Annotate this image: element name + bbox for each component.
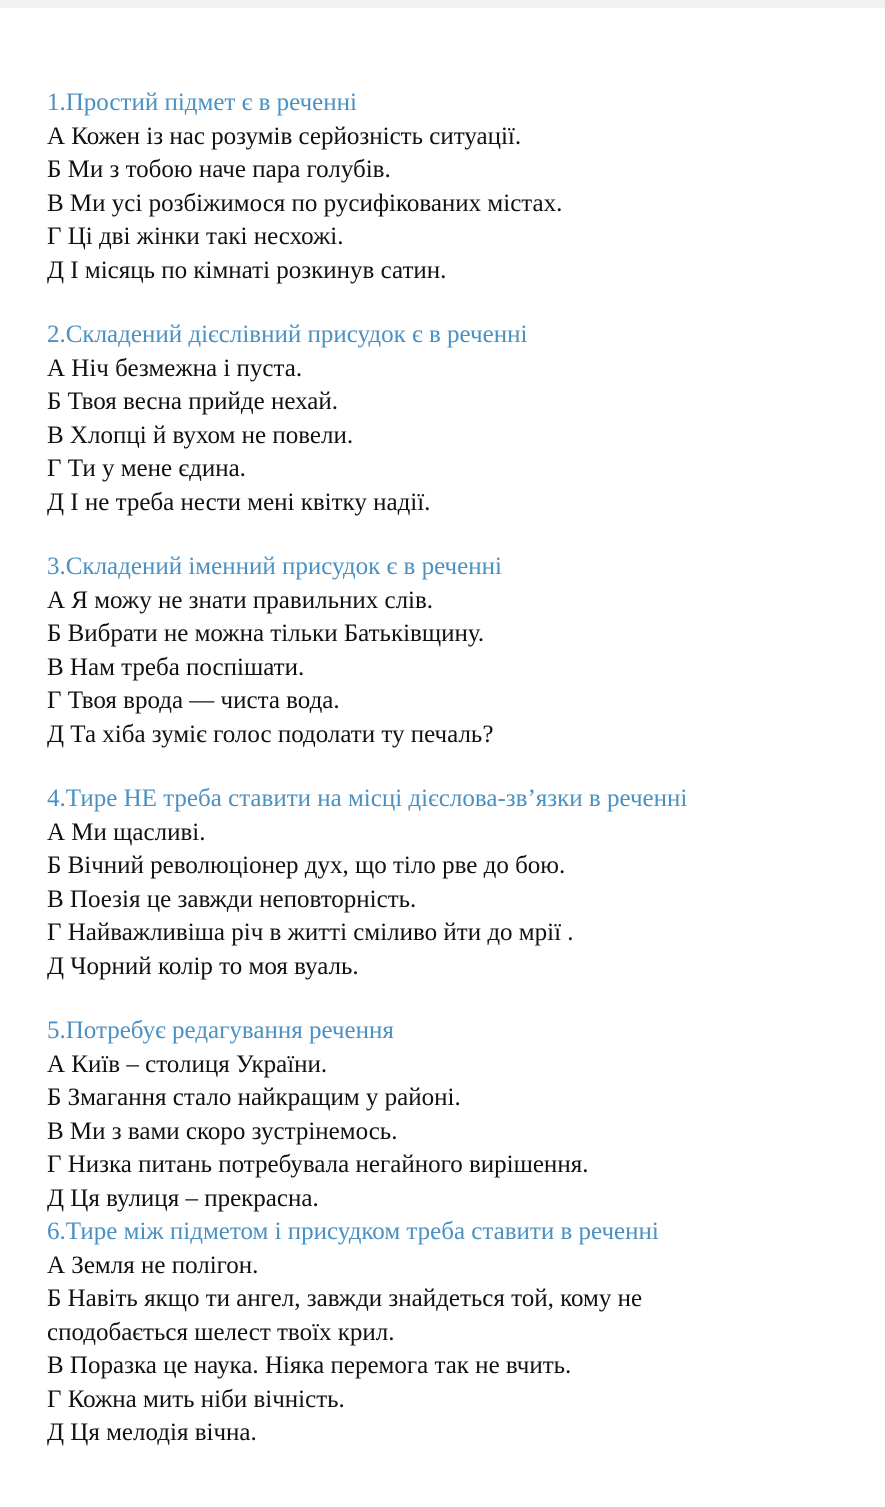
question-1-title: 1.Простий підмет є в реченні <box>47 89 357 116</box>
question-3-title: 3.Складений іменний присудок є в реченні <box>47 553 502 580</box>
question-2 <box>47 318 867 519</box>
question-4-option-b: Б Вічний революціонер дух, що тіло рве до бою. <box>47 852 566 879</box>
question-1-option-b: Б Ми з тобою наче пара голубів. <box>47 156 391 183</box>
question-3-option-v: В Нам треба поспішати. <box>47 653 305 681</box>
question-6-option-v: В Поразка це наука. Ніяка перемога так не вчить. <box>47 1352 572 1379</box>
question-6 <box>47 1215 867 1450</box>
question-1-option-h: Г Ці дві жінки такі несхожі. <box>47 223 344 250</box>
question-2-option-h: Г Ти у мене єдина. <box>47 455 246 482</box>
question-4 <box>47 782 867 983</box>
question-2-option-b: Б Твоя весна прийде нехай. <box>47 388 338 415</box>
question-1-option-a: А Кожен із нас розумів серйозність ситуації. <box>47 122 522 150</box>
question-3-option-a: А Я можу не знати правильних слів. <box>47 586 434 614</box>
question-6-option-a: А Земля не полігон. <box>47 1251 259 1279</box>
question-3-option-b: Б Вибрати не можна тільки Батьківщину. <box>47 620 485 647</box>
question-4-option-v: В Поезія це завжди неповторність. <box>47 885 417 913</box>
question-3 <box>47 550 867 751</box>
question-4-option-h: Г Найважливіша річ в житті сміливо йти до мрії . <box>47 919 574 946</box>
question-1-option-d: Д І місяць по кімнаті розкинув сатин. <box>47 256 447 284</box>
question-6-option-d: Д Ця мелодія вічна. <box>47 1419 257 1446</box>
question-2-option-v: В Хлопці й вухом не повели. <box>47 421 354 449</box>
question-1 <box>47 86 867 287</box>
question-5-option-h: Г Низка питань потребувала негайного вирішення. <box>47 1151 589 1178</box>
top-toolbar-strip <box>0 0 885 8</box>
question-5-option-v: В Ми з вами скоро зустрінемось. <box>47 1117 398 1145</box>
question-4-title: 4.Тире НЕ треба ставити на місці дієслова-зв’язки в реченні <box>47 785 688 812</box>
question-6-title: 6.Тире між підметом і присудком треба ставити в реченні <box>47 1218 659 1245</box>
question-6-option-b: Б Навіть якщо ти ангел, завжди знайдеться той, кому не сподобається шелест твоїх крил. <box>47 1285 643 1346</box>
question-4-option-d: Д Чорний колір то моя вуаль. <box>47 952 359 980</box>
question-5 <box>47 1014 867 1215</box>
question-5-option-d: Д Ця вулиця – прекрасна. <box>47 1184 319 1212</box>
question-4-option-a: А Ми щасливі. <box>47 818 206 846</box>
question-5-option-a: А Київ – столиця України. <box>47 1050 328 1078</box>
question-2-title: 2.Складений дієслівний присудок є в реченні <box>47 321 528 348</box>
question-5-option-b: Б Змагання стало найкращим у районі. <box>47 1084 461 1111</box>
question-2-option-d: Д І не треба нести мені квітку надії. <box>47 488 431 516</box>
question-3-option-d: Д Та хіба зуміє голос подолати ту печаль? <box>47 720 494 748</box>
question-3-option-h: Г Твоя врода — чиста вода. <box>47 687 340 714</box>
question-5-title: 5.Потребує редагування речення <box>47 1017 394 1044</box>
question-1-option-v: В Ми усі розбіжимося по русифікованих містах. <box>47 189 563 217</box>
question-6-option-h: Г Кожна мить ніби вічність. <box>47 1385 345 1413</box>
question-2-option-a: А Ніч безмежна і пуста. <box>47 354 303 382</box>
test-document <box>47 86 867 1450</box>
